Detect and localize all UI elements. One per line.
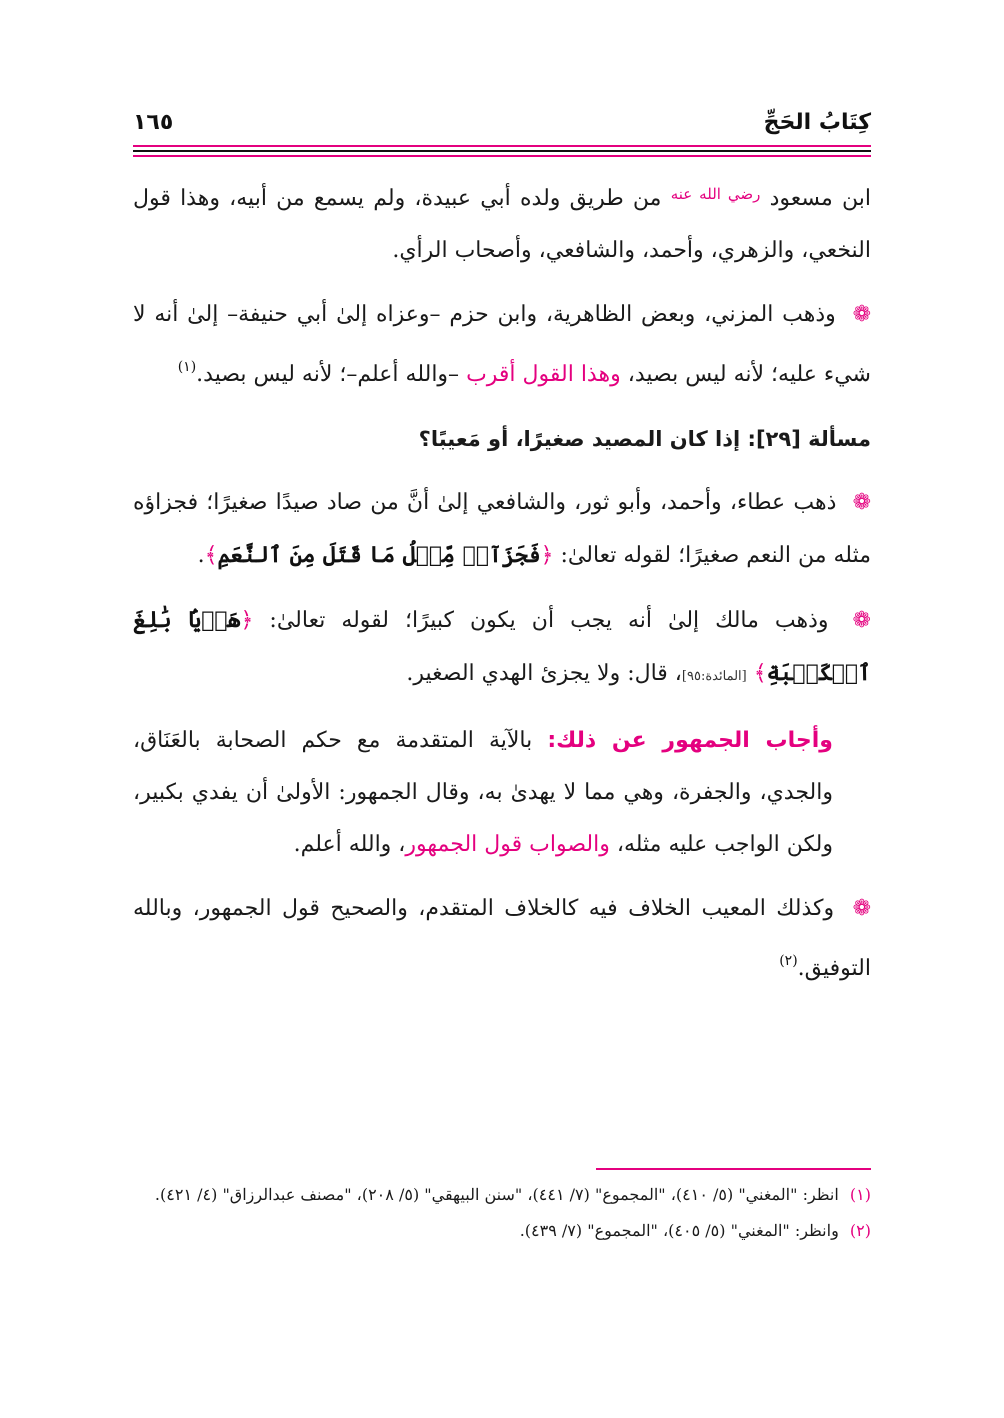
footnote-1-text: انظر: "المغني" (٥/ ٤١٠)، "المجموع" (٧/ ٤٤١)، "سنن البيهقي" (٥/ ٢٠٨)، "مصنف عبدالرزاق" (٤/ ٤٢١). (154, 1185, 839, 1204)
honorific-icon: رضي الله عنه (670, 185, 761, 203)
p2-highlight: وهذا القول أقرب (466, 362, 621, 387)
main-text (133, 168, 871, 1007)
quran-close-bracket-icon: ﴾ (753, 661, 767, 686)
footnotes (133, 1180, 871, 1252)
paragraph-4 (133, 594, 871, 703)
p5-highlight: والصواب قول الجمهور (405, 832, 610, 857)
heading-label: مسألة (808, 427, 871, 451)
flower-ornament-icon: ❁ (852, 608, 871, 633)
flower-ornament-icon: ❁ (852, 490, 872, 515)
p4-text-a: وذهب مالك إلىٰ أنه يجب أن يكون كبيرًا؛ لقوله تعالىٰ: (269, 608, 829, 633)
flower-ornament-icon: ❁ (852, 302, 871, 327)
running-head (133, 100, 871, 146)
footnote-ref-2[interactable]: (٢) (779, 953, 798, 969)
footnote-1-number: (١) (849, 1185, 871, 1204)
flower-ornament-icon: ❁ (852, 896, 871, 921)
p1-text-a: ابن مسعود (769, 186, 871, 211)
book-title: كِتَابُ الحَجِّ (763, 110, 871, 135)
paragraph-6 (133, 883, 871, 995)
p5-text-a: بالآية المتقدمة مع حكم الصحابة بالعَنَاق، والجدي، والجفرة، وهي مما لا يهدىٰ به، وقال الجمهور: الأولىٰ أن يفدي بكبير، ولكن الواجب عليه مثله، (133, 728, 833, 857)
quran-verse-1: فَجَزَآءٞ مِّثۡلُ مَا قَتَلَ مِنَ ٱلنَّعَمِ (217, 542, 541, 568)
p2-text-a: وذهب المزني، وبعض الظاهرية، وابن حزم –وعزاه إلىٰ أبي حنيفة– إلىٰ أنه لا شيء عليه؛ لأنه ليس بصيد، (133, 302, 871, 387)
heading-number: [٢٩]: (747, 427, 801, 451)
footnote-ref-1[interactable]: (١) (177, 359, 197, 375)
page-number: ١٦٥ (133, 110, 174, 135)
p4-text-b: ، قال: ولا يجزئ الهدي الصغير. (406, 661, 682, 686)
quran-open-bracket-icon: ﴿ (240, 608, 254, 633)
footnote-1 (133, 1180, 871, 1210)
paragraph-3: ❁ ذهب عطاء، وأحمد، وأبو ثور، والشافعي إلىٰ أنَّ من صاد صيدًا صغيرًا؛ فجزاؤه مثله من النعم صغيرًا؛ لقوله تعالىٰ: ﴿فَجَزَآءٞ مِّثۡلُ مَا قَتَلَ مِنَ ٱلنَّعَمِ﴾. (133, 490, 872, 568)
header-rule-middle (133, 150, 871, 152)
paragraph-5 (133, 715, 871, 871)
verse-reference: [المائدة:٩٥] (681, 669, 747, 684)
p3-text-a: ذهب عطاء، وأحمد، وأبو ثور، والشافعي إلىٰ أنَّ من صاد صيدًا صغيرًا؛ فجزاؤه مثله من النعم صغيرًا؛ لقوله تعالىٰ: (133, 490, 871, 568)
header-rule-top (133, 145, 871, 147)
quran-close-bracket-icon: ﴾ (204, 543, 218, 568)
section-heading (133, 413, 871, 465)
footnote-2 (133, 1216, 871, 1246)
paragraph-2 (133, 289, 871, 401)
paragraph-1 (133, 168, 871, 277)
p6-text-a: وكذلك المعيب الخلاف فيه كالخلاف المتقدم، والصحيح قول الجمهور، وبالله التوفيق. (133, 896, 871, 981)
quran-open-bracket-icon: ﴿ (540, 543, 554, 568)
p5-lead: وأجاب الجمهور عن ذلك: (547, 728, 833, 753)
footnote-separator (596, 1168, 871, 1170)
p5-text-b: ، والله أعلم. (293, 832, 406, 857)
footnote-2-text: وانظر: "المغني" (٥/ ٤٠٥)، "المجموع" (٧/ ٤٣٩). (519, 1221, 839, 1240)
p1-text-b: من طريق ولده أبي عبيدة، ولم يسمع من أبيه، وهذا قول النخعي، والزهري، وأحمد، والشافعي، وأصحاب الرأي. (133, 186, 871, 263)
header-rule-bottom (133, 155, 871, 157)
quran-verse-2: هَدۡيَۢا بَٰلِغَ ٱلۡكَعۡبَةِ (133, 607, 871, 686)
footnote-2-number: (٢) (849, 1221, 871, 1240)
heading-text: إذا كان المصيد صغيرًا، أو مَعيبًا؟ (418, 427, 741, 451)
p2-text-b: –والله أعلم–؛ لأنه ليس بصيد. (196, 362, 460, 387)
